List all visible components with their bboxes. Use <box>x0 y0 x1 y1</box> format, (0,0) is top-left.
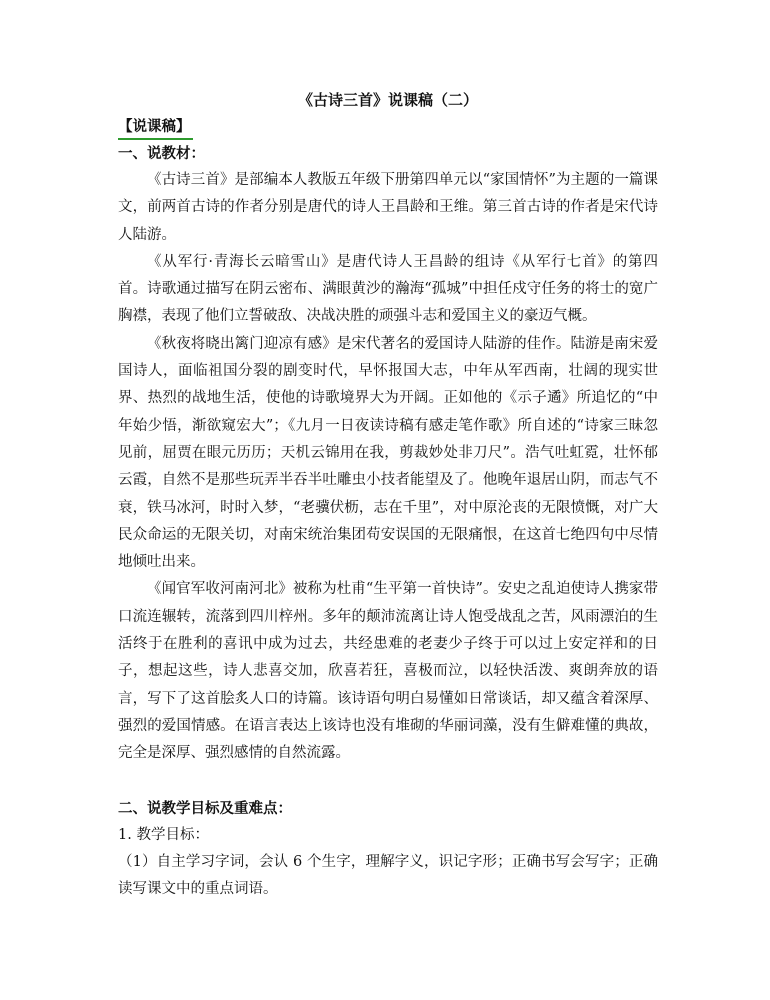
paragraph: 《从军行·青海长云暗雪山》是唐代诗人王昌龄的组诗《从军行七首》的第四首。诗歌通过描写在阴云密布、满眼黄沙的瀚海“孤城”中担任戍守任务的将士的宽广胸襟，表现了他们立誓破敌、决战决胜的顽强斗志和爱国主义的豪迈气概。 <box>118 253 658 325</box>
section-tag: 【说课稿】 <box>118 116 193 140</box>
paragraph: 《古诗三首》是部编本人教版五年级下册第四单元以“家国情怀”为主题的一篇课文，前两首古诗的作者分别是唐代的诗人王昌龄和王维。第三首古诗的作者是宋代诗人陆游。 <box>118 172 658 243</box>
document-title: 《古诗三首》说课稿（二） <box>297 91 478 109</box>
section1-heading: 一、说教材： <box>118 145 205 162</box>
document-page <box>118 88 658 903</box>
paragraph: 《秋夜将晓出篱门迎凉有感》是宋代著名的爱国诗人陆游的佳作。陆游是南宋爱国诗人，面临祖国分裂的剧变时代，早怀报国大志，中年从军西南，壮阔的现实世界、热烈的战地生活，使他的诗歌境界大为开阔。正如他的《示子遹》所追忆的“中年始少悟，渐欲窥宏大”；《九月一日夜读诗稿有感走笔作歌》所自述的“诗家三昧忽见前，屈贾在眼元历历；天机云锦用在我，剪裁妙处非刀尺”。浩气吐虹霓，壮怀郁云霞，自然不是那些玩弄半吞半吐雕虫小技者能望及了。他晚年退居山阴，而志气不衰，铁马冰河，时时入梦，“老骥伏枥，志在千里”，对中原沦丧的无限愤慨，对广大民众命运的无限关切，对南宋统治集团苟安误国的无限痛恨，在这首七绝四句中尽情地倾吐出来。 <box>118 335 658 571</box>
paragraph: 《闻官军收河南河北》被称为杜甫“生平第一首快诗”。安史之乱迫使诗人携家带口流连辗转，流落到四川梓州。多年的颠沛流离让诗人饱受战乱之苦，风雨漂泊的生活终于在胜利的喜讯中成为过去，共经患难的老妻少子终于可以过上安定祥和的日子，想起这些，诗人悲喜交加，欣喜若狂，喜极而泣，以轻快活泼、爽朗奔放的语言，写下了这首脍炙人口的诗篇。该诗语句明白易懂如日常谈话，却又蕴含着深厚、强烈的爱国情感。在语言表达上该诗也没有堆砌的华丽词藻，没有生僻难懂的典故，完全是深厚、强烈感情的自然流露。 <box>118 581 658 762</box>
objective-item: （1）自主学习字词，会认 6 个生字，理解字义，识记字形；正确书写会写字；正确读写课文中的重点词语。 <box>118 853 658 898</box>
spacer <box>118 768 658 795</box>
objectives-heading: 1. 教学目标： <box>118 826 209 843</box>
section2-heading: 二、说教学目标及重难点： <box>118 799 292 817</box>
